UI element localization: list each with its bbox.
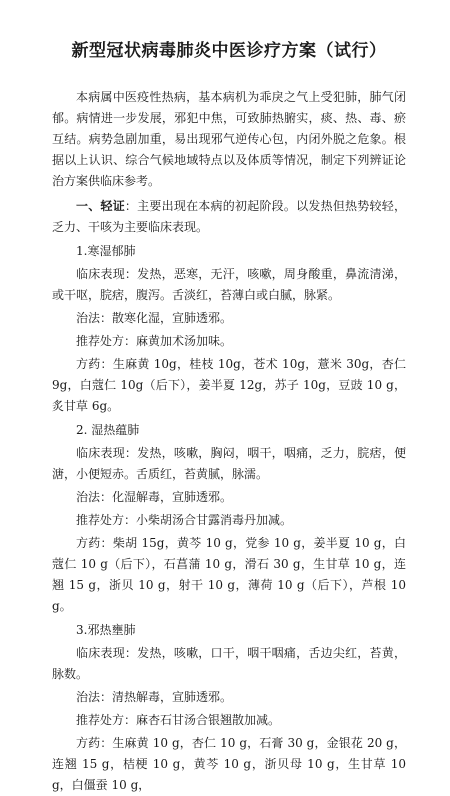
formula-ingredients: 方药：生麻黄 10 g，杏仁 10 g，石膏 30 g，金银花 20 g，连翘 15 g，桔梗 10 g，黄芩 10 g，浙贝母 10 g，生甘草 10 g，白僵蚕 10 g，	[52, 736, 406, 792]
stage-mild-paragraph	[52, 196, 406, 238]
clinical-manifestation: 临床表现：发热，咳嗽，胸闷，咽干，咽痛，乏力，脘痞，便溏，小便短赤。舌质红，苔黄腻，脉濡。	[52, 446, 406, 481]
recommended-prescription: 推荐处方：小柴胡汤合甘露消毒丹加减。	[76, 513, 293, 527]
syndrome-section-cold-damp	[52, 240, 406, 417]
syndrome-section-heat-lung	[52, 619, 406, 796]
clinical-manifestation: 临床表现：发热，恶寒，无汗，咳嗽，周身酸重，鼻流清涕，或干呕，脘痞，腹泻。舌淡红，苔薄白或白腻，脉紧。	[52, 267, 406, 302]
document-title: 新型冠状病毒肺炎中医诊疗方案（试行）	[71, 41, 387, 61]
formula-ingredients: 方药：柴胡 15g，黄芩 10 g，党参 10 g，姜半夏 10 g，白蔻仁 10 g（后下），石菖蒲 10 g，滑石 30 g，生甘草 10 g，连翘 15 g，浙贝 10 g，射干 10 g，薄荷 10 g（后下），芦根 10 g。	[52, 536, 406, 613]
intro-paragraph: 本病属中医疫性热病，基本病机为乖戾之气上受犯肺，肺气闭郁。病情进一步发展，邪犯中焦，可致肺热腑实，痰、热、毒、瘀互结。病势急剧加重，易出现邪气逆传心包，内闭外脱之危象。根据以上认识、综合气候地域特点以及体质等情况，制定下列辨证论治方案供临床参考。	[52, 90, 406, 188]
treatment-method: 治法：化湿解毒，宣肺透邪。	[76, 490, 233, 504]
formula-ingredients: 方药：生麻黄 10g，桂枝 10g，苍术 10g，薏米 30g，杏仁 9g，白蔻仁 10g（后下），姜半夏 12g，苏子 10g，豆豉 10 g，炙甘草 6g。	[52, 357, 406, 413]
section-heading: 3.邪热壅肺	[76, 623, 136, 637]
section-heading: 2. 湿热蕴肺	[76, 423, 140, 437]
recommended-prescription: 推荐处方：麻杏石甘汤合银翘散加减。	[76, 713, 281, 727]
recommended-prescription: 推荐处方：麻黄加术汤加味。	[76, 334, 233, 348]
clinical-manifestation: 临床表现：发热，咳嗽，口干，咽干咽痛，舌边尖红，苔黄，脉数。	[52, 646, 406, 681]
stage-mild-heading: 一、轻证	[76, 199, 125, 213]
syndrome-section-damp-heat	[52, 419, 406, 617]
section-heading: 1.寒湿郁肺	[76, 244, 136, 258]
stage-mild-description: ：主要出现在本病的初起阶段。以发热但热势较轻，乏力、干咳为主要临床表现。	[52, 199, 406, 234]
treatment-method: 治法：散寒化湿，宣肺透邪。	[76, 311, 233, 325]
treatment-method: 治法：清热解毒，宣肺透邪。	[76, 690, 233, 704]
